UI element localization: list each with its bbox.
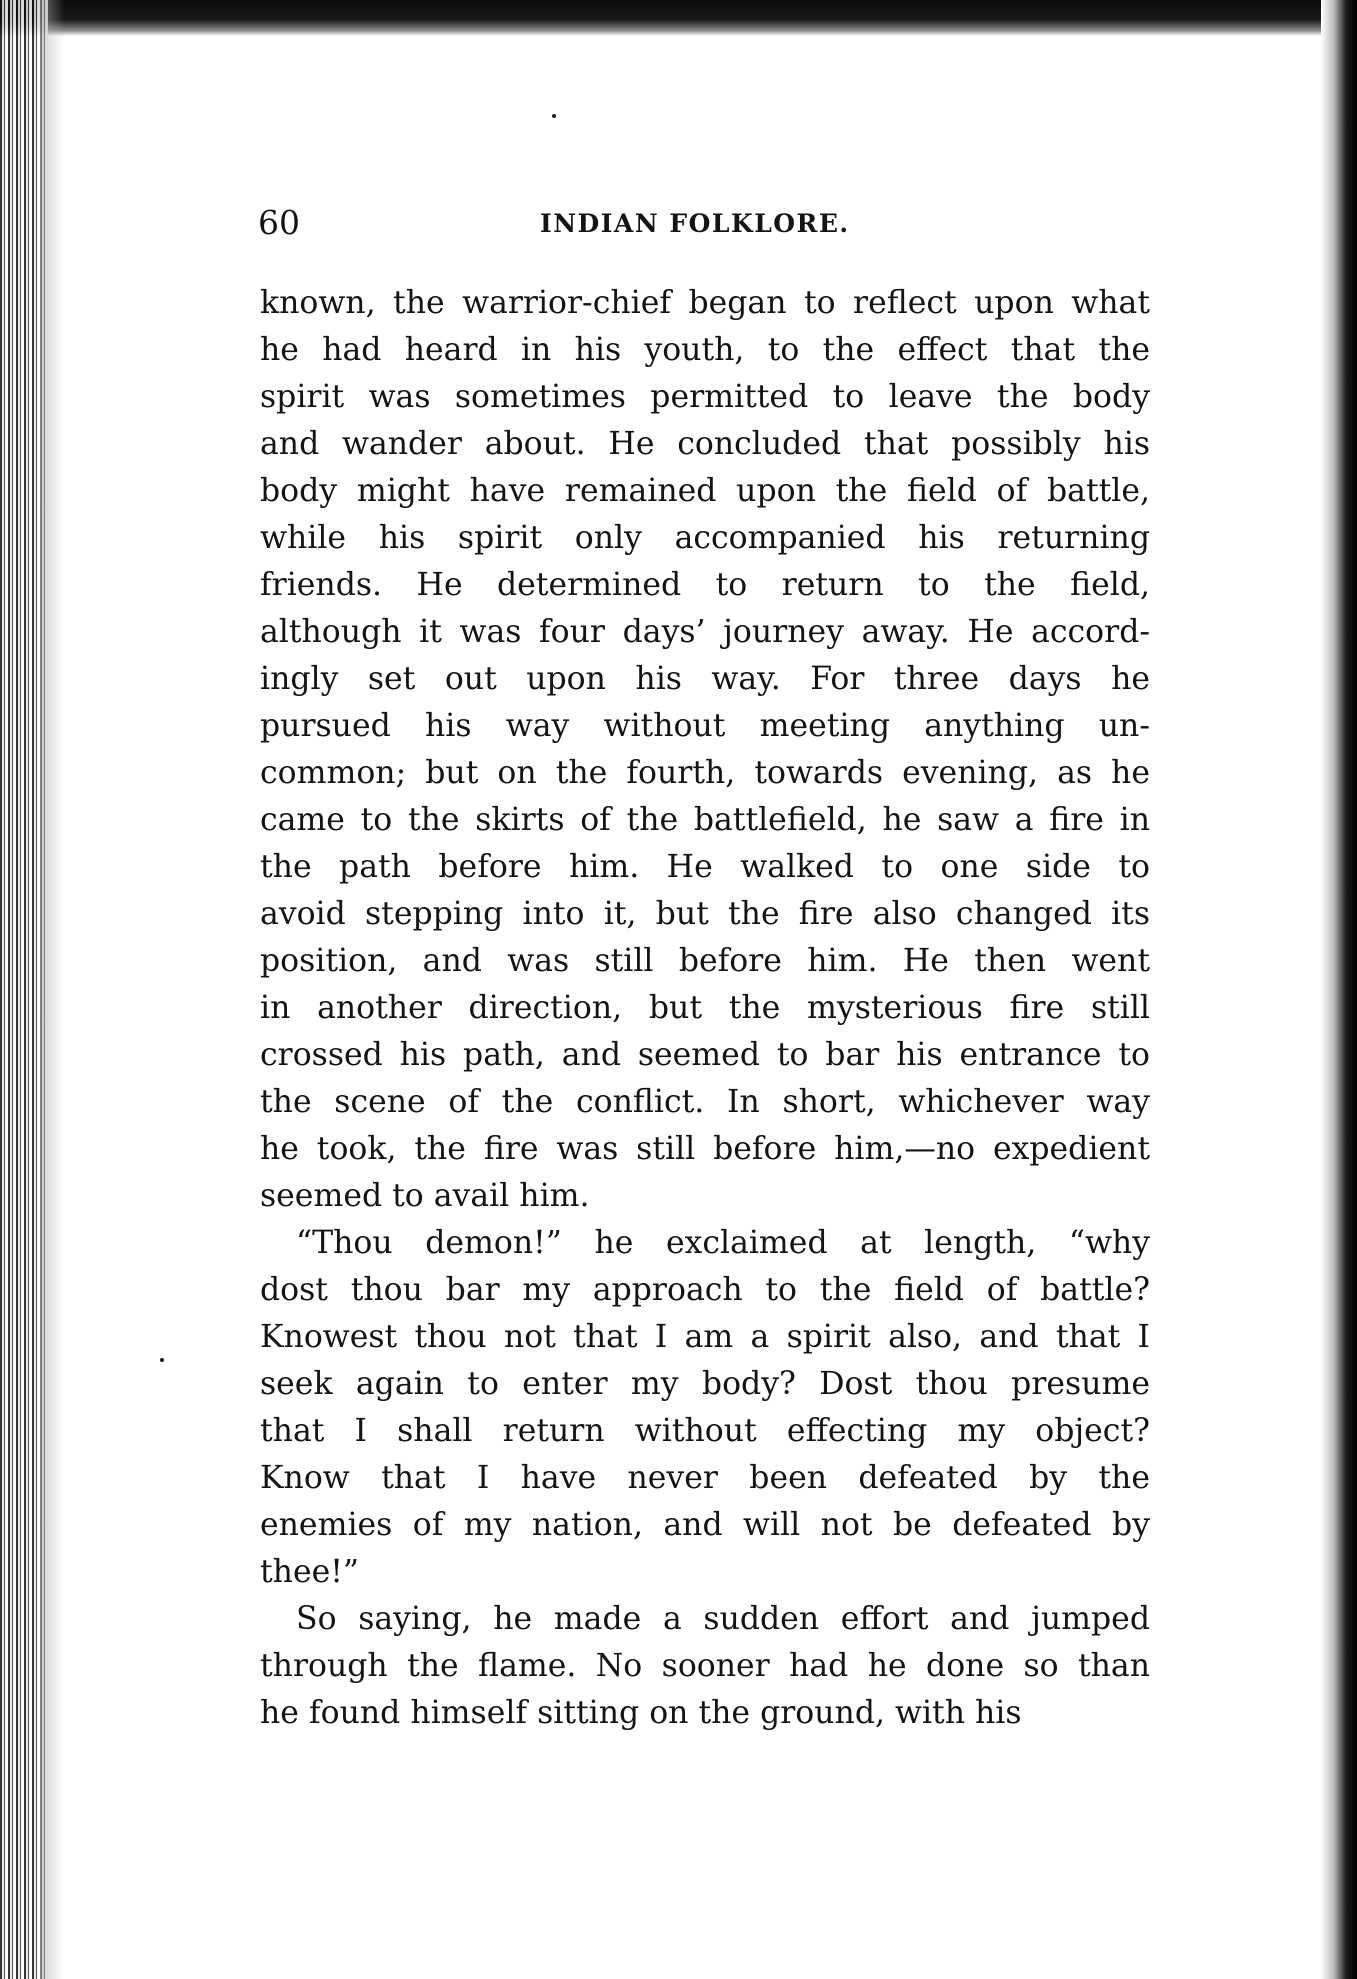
running-head bbox=[258, 203, 1158, 243]
scan-right-edge bbox=[1321, 0, 1357, 1979]
text-line: spirit was sometimes permitted to leave the body bbox=[260, 379, 1150, 415]
text-line: friends. He determined to return to the field, bbox=[260, 567, 1150, 603]
text-line: avoid stepping into it, but the fire also changed its bbox=[260, 896, 1150, 932]
text-line: he took, the fire was still before him,—no expedient bbox=[260, 1131, 1150, 1167]
text-line: although it was four days’ journey away. He accord- bbox=[260, 614, 1150, 650]
text-line: in another direction, but the mysterious fire still bbox=[260, 990, 1150, 1026]
text-line: the scene of the conflict. In short, whichever way bbox=[260, 1084, 1150, 1120]
text-line: he found himself sitting on the ground, with his bbox=[260, 1695, 1022, 1731]
text-line: through the flame. No sooner had he done so than bbox=[260, 1648, 1150, 1684]
text-line: seek again to enter my body? Dost thou presume bbox=[260, 1366, 1150, 1402]
scan-binding-shadow bbox=[40, 0, 64, 1979]
text-line: So saying, he made a sudden effort and jumped bbox=[296, 1601, 1150, 1637]
text-line: enemies of my nation, and will not be defeated by bbox=[260, 1507, 1150, 1543]
page-number: 60 bbox=[258, 203, 300, 242]
text-line: and wander about. He concluded that possibly his bbox=[260, 426, 1150, 462]
text-line: crossed his path, and seemed to bar his entrance to bbox=[260, 1037, 1150, 1073]
text-line: the path before him. He walked to one side to bbox=[260, 849, 1150, 885]
text-line: pursued his way without meeting anything un- bbox=[260, 708, 1150, 744]
running-title: INDIAN FOLKLORE. bbox=[540, 209, 850, 238]
text-line: position, and was still before him. He then went bbox=[260, 943, 1150, 979]
text-line: ingly set out upon his way. For three days he bbox=[260, 661, 1150, 697]
text-line: Know that I have never been defeated by the bbox=[260, 1460, 1150, 1496]
paragraph bbox=[260, 280, 1150, 1220]
text-line: Knowest thou not that I am a spirit also, and that I bbox=[260, 1319, 1150, 1355]
text-line: came to the skirts of the battlefield, he saw a fire in bbox=[260, 802, 1150, 838]
scan-speck bbox=[160, 1358, 164, 1362]
text-line: seemed to avail him. bbox=[260, 1178, 590, 1214]
text-line: body might have remained upon the field of battle, bbox=[260, 473, 1150, 509]
text-line: that I shall return without effecting my object? bbox=[260, 1413, 1150, 1449]
text-line: he had heard in his youth, to the effect that the bbox=[260, 332, 1150, 368]
scan-top-edge bbox=[0, 0, 1357, 36]
text-line: “Thou demon!” he exclaimed at length, “why bbox=[296, 1225, 1150, 1261]
scan-speck bbox=[552, 114, 556, 118]
paragraph bbox=[260, 1596, 1150, 1737]
text-line: while his spirit only accompanied his returning bbox=[260, 520, 1150, 556]
text-line: thee!” bbox=[260, 1554, 359, 1590]
paragraph bbox=[260, 1220, 1150, 1596]
text-line: dost thou bar my approach to the field of battle? bbox=[260, 1272, 1150, 1308]
body-text bbox=[260, 280, 1150, 1737]
text-line: known, the warrior-chief began to reflect upon what bbox=[260, 285, 1150, 321]
text-line: common; but on the fourth, towards evening, as he bbox=[260, 755, 1150, 791]
